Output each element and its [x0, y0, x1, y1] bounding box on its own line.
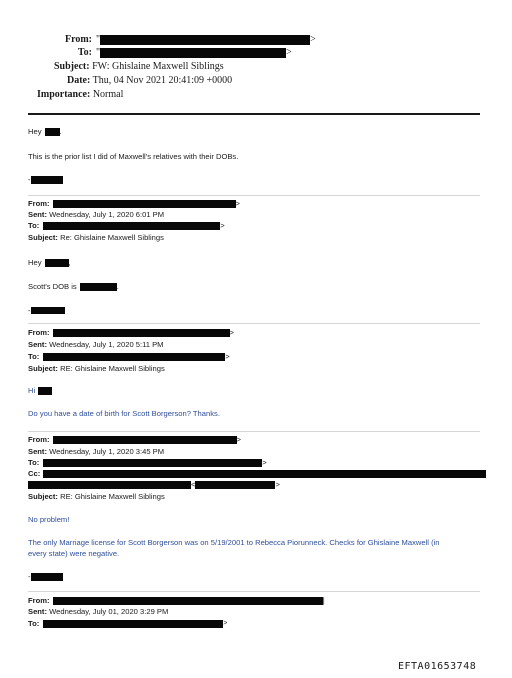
redaction-block — [45, 128, 60, 136]
email3-divider — [28, 431, 480, 432]
top-signature-dash: - — [28, 175, 31, 184]
top-body: This is the prior list I did of Maxwell's relatives with their DOBs. — [28, 152, 239, 161]
email3-line2: The only Marriage license for Scott Borgerson was on 5/19/2001 to Rebecca Piorunneck. Checks for Ghislaine Maxwell (in — [28, 538, 440, 547]
document-id: EFTA01653748 — [398, 661, 477, 672]
redaction-block — [53, 329, 230, 337]
redaction-block — [31, 307, 65, 314]
email3-cc-row — [28, 469, 486, 478]
email3-cc-row-2 — [28, 480, 280, 489]
header-subject-row — [54, 61, 224, 72]
email3-cc-close: > — [275, 480, 280, 489]
email2-to-row — [28, 352, 230, 361]
email4-from-row — [28, 596, 325, 605]
email3-subject-value: RE: Ghislaine Maxwell Siblings — [60, 492, 165, 501]
email4-sent-value: Wednesday, July 01, 2020 3:29 PM — [49, 607, 169, 616]
email2-to-close: > — [225, 352, 230, 361]
email2-body: Do you have a date of birth for Scott Borgerson? Thanks. — [28, 409, 220, 418]
email2-sent-label: Sent: — [28, 340, 47, 349]
email1-subject-value: Re: Ghislaine Maxwell Siblings — [60, 233, 164, 242]
redaction-block — [31, 176, 63, 184]
email3-sent-label: Sent: — [28, 447, 47, 456]
email4-from-label: From: — [28, 596, 50, 605]
email1-subject-label: Subject: — [28, 233, 58, 242]
email3-line3: every state) were negative. — [28, 549, 120, 558]
email3-line1: No problem! — [28, 515, 70, 524]
header-to-close: > — [286, 47, 292, 58]
email1-to-row — [28, 221, 225, 230]
header-divider — [28, 113, 480, 115]
header-date-row — [67, 75, 232, 86]
email1-sent-label: Sent: — [28, 210, 47, 219]
email1-signature — [28, 306, 65, 315]
email1-to-label: To: — [28, 221, 40, 230]
email2-greeting — [28, 386, 52, 395]
email2-to-label: To: — [28, 352, 40, 361]
redaction-block — [195, 481, 275, 489]
redaction-block — [45, 259, 69, 267]
redaction-block — [43, 470, 486, 478]
email4-from-close: ] — [322, 596, 325, 605]
email3-signature — [28, 572, 63, 581]
email2-sent-value: Wednesday, July 1, 2020 5:11 PM — [49, 340, 164, 349]
email2-from-label: From: — [28, 328, 50, 337]
header-from-row — [62, 34, 316, 45]
email1-body-text: Scott's DOB is — [28, 282, 77, 291]
email3-cc-open: < — [191, 480, 196, 489]
redaction-block — [53, 436, 237, 444]
header-importance-row — [37, 89, 123, 100]
email3-from-label: From: — [28, 435, 50, 444]
email1-greeting — [28, 258, 71, 267]
redaction-block — [43, 620, 223, 628]
redaction-block — [43, 459, 262, 467]
email2-divider — [28, 323, 480, 324]
email1-body — [28, 282, 119, 291]
email4-sent-row — [28, 607, 168, 616]
header-subject-value: FW: Ghislaine Maxwell Siblings — [92, 61, 224, 72]
email2-greeting-text: Hi — [28, 386, 36, 395]
email2-sent-row — [28, 340, 164, 349]
email1-greeting-text: Hey — [28, 258, 42, 267]
email3-to-close: > — [262, 458, 267, 467]
email2-subject-label: Subject: — [28, 364, 58, 373]
email1-divider — [28, 195, 480, 196]
email1-subject-row — [28, 233, 164, 242]
email2-subject-row — [28, 364, 165, 373]
header-subject-label: Subject: — [54, 61, 90, 72]
email4-to-label: To: — [28, 619, 40, 628]
top-greeting-text: Hey — [28, 127, 42, 136]
email3-to-row — [28, 458, 267, 467]
email1-from-row — [28, 199, 240, 208]
email1-to-close: > — [220, 221, 225, 230]
redaction-block — [53, 597, 323, 605]
email1-from-close: > — [235, 199, 240, 208]
email1-sent-row — [28, 210, 164, 219]
top-signature — [28, 175, 63, 184]
header-date-value: Thu, 04 Nov 2021 20:41:09 +0000 — [92, 75, 233, 86]
email3-sent-row — [28, 447, 164, 456]
redaction-block — [31, 573, 63, 581]
email3-signature-dash: - — [28, 572, 31, 581]
email4-divider — [28, 591, 480, 592]
email1-sent-value: Wednesday, July 1, 2020 6:01 PM — [49, 210, 165, 219]
header-from-open: " — [96, 34, 101, 45]
header-from-label: From: — [64, 34, 92, 45]
top-greeting-end: . — [59, 127, 62, 136]
email3-from-row — [28, 435, 241, 444]
email2-from-close: > — [229, 328, 234, 337]
redaction-block — [80, 283, 117, 291]
email3-subject-row — [28, 492, 165, 501]
redaction-block — [100, 48, 286, 58]
email1-signature-dash: - — [28, 306, 31, 315]
email3-to-label: To: — [28, 458, 40, 467]
email4-sent-label: Sent: — [28, 607, 47, 616]
email3-subject-label: Subject: — [28, 492, 58, 501]
email2-subject-value: RE: Ghislaine Maxwell Siblings — [60, 364, 165, 373]
header-to-open: " — [96, 47, 101, 58]
email4-to-row: To: > — [28, 619, 228, 628]
email2-from-row — [28, 328, 234, 337]
redaction-block — [100, 35, 310, 45]
email1-body-end: . — [116, 282, 119, 291]
redaction-block — [43, 222, 220, 230]
header-to-row — [62, 47, 292, 58]
header-importance-value: Normal — [92, 89, 124, 100]
redaction-block — [53, 200, 236, 208]
header-importance-label: Importance: — [37, 89, 91, 100]
email3-sent-value: Wednesday, July 1, 2020 3:45 PM — [49, 447, 165, 456]
email3-cc-label: Cc: — [28, 469, 41, 478]
redaction-block — [38, 387, 52, 395]
top-greeting — [28, 127, 62, 136]
header-to-label: To: — [77, 47, 92, 58]
email3-from-close: > — [236, 435, 241, 444]
email1-greeting-end: , — [68, 258, 71, 267]
redaction-block — [43, 353, 225, 361]
email1-from-label: From: — [28, 199, 50, 208]
redaction-block — [28, 481, 191, 489]
header-date-label: Date: — [67, 75, 91, 86]
header-from-close: > — [310, 34, 316, 45]
